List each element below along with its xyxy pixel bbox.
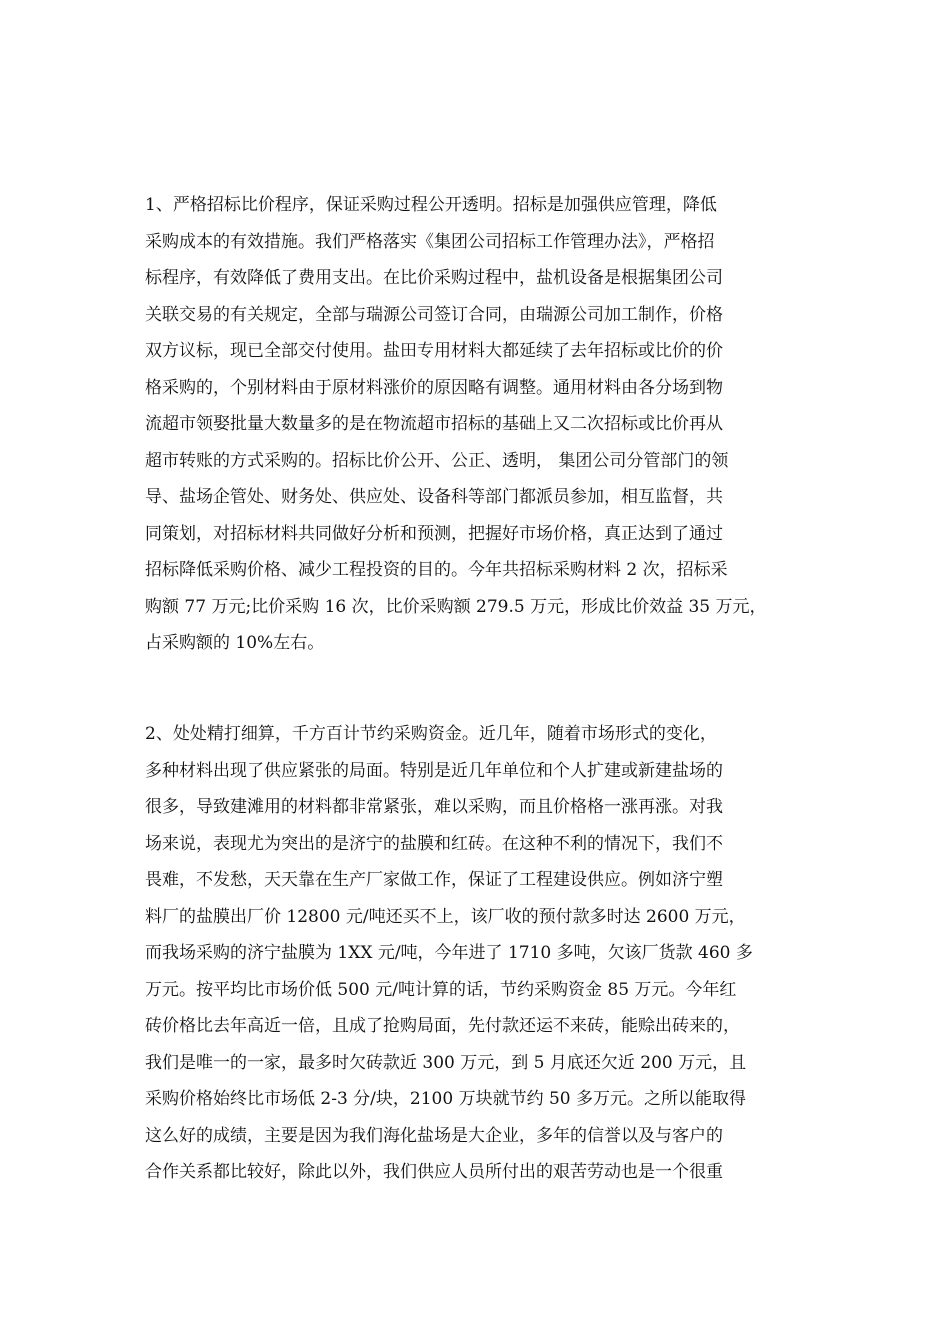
text-line: 格采购的，个别材料由于原材料涨价的原因略有调整。通用材料由各分场到物 — [145, 377, 723, 398]
text-line: 标程序，有效降低了费用支出。在比价采购过程中，盐机设备是根据集团公司 — [145, 268, 723, 288]
text-line: 超市转账的方式采购的。招标比价公开、公正、透明， 集团公司分管部门的领 — [145, 450, 729, 471]
text-line: 购额 77 万元;比价采购 16 次，比价采购额 279.5 万元，形成比价效益 35 万元， — [145, 596, 767, 617]
text-line: 导、盐场企管处、财务处、供应处、设备科等部门都派员参加，相互监督，共 — [145, 487, 723, 507]
text-line: 万元。按平均比市场价低 500 元/吨计算的话，节约采购资金 85 万元。今年红 — [145, 979, 737, 1000]
text-line: 而我场采购的济宁盐膜为 1XX 元/吨，今年进了 1710 多吨，欠该厂货款 460 多 — [145, 943, 753, 963]
text-line: 这么好的成绩，主要是因为我们海化盐场是大企业，多年的信誉以及与客户的 — [145, 1125, 723, 1146]
text-line: 砖价格比去年高近一倍，且成了抢购局面，先付款还运不来砖，能赊出砖来的， — [145, 1016, 740, 1036]
text-line: 我们是唯一的一家，最多时欠砖款近 300 万元，到 5 月底还欠近 200 万元，且 — [145, 1052, 747, 1073]
text-line: 畏难，不发愁，天天靠在生产厂家做工作，保证了工程建设供应。例如济宁塑 — [145, 870, 723, 890]
text-line: 合作关系都比较好，除此以外，我们供应人员所付出的艰苦劳动也是一个很重 — [145, 1162, 723, 1182]
text-line: 招标降低采购价格、减少工程投资的目的。今年共招标采购材料 2 次，招标采 — [145, 560, 728, 580]
text-line: 1、严格招标比价程序，保证采购过程公开透明。招标是加强供应管理，降低 — [145, 195, 717, 215]
text-line: 料厂的盐膜出厂价 12800 元/吨还买不上，该厂收的预付款多时达 2600 万元， — [145, 906, 746, 927]
text-line: 很多，导致建滩用的材料都非常紧张，难以采购，而且价格格一涨再涨。对我 — [145, 797, 723, 817]
text-line: 双方议标，现已全部交付使用。盐田专用材料大都延续了去年招标或比价的价 — [145, 341, 723, 361]
text-line: 采购价格始终比市场低 2-3 分/块，2100 万块就节约 50 多万元。之所以能取得 — [145, 1089, 747, 1109]
text-line: 采购成本的有效措施。我们严格落实《集团公司招标工作管理办法》，严格招 — [145, 231, 715, 252]
text-line: 同策划，对招标材料共同做好分析和预测，把握好市场价格，真正达到了通过 — [145, 523, 723, 544]
text-line: 2、处处精打细算，千方百计节约采购资金。近几年，随着市场形式的变化， — [145, 724, 717, 744]
text-line: 多种材料出现了供应紧张的局面。特别是近几年单位和个人扩建或新建盐场的 — [145, 760, 723, 781]
text-line: 流超市领娶批量大数量多的是在物流超市招标的基础上又二次招标或比价再从 — [145, 414, 723, 434]
paragraph-2 — [145, 716, 825, 1191]
paragraph-1 — [145, 187, 825, 662]
text-line: 场来说，表现尤为突出的是济宁的盐膜和红砖。在这种不利的情况下，我们不 — [145, 833, 723, 854]
text-line: 占采购额的 10%左右。 — [145, 633, 325, 653]
text-line: 关联交易的有关规定，全部与瑞源公司签订合同，由瑞源公司加工制作，价格 — [145, 304, 723, 325]
